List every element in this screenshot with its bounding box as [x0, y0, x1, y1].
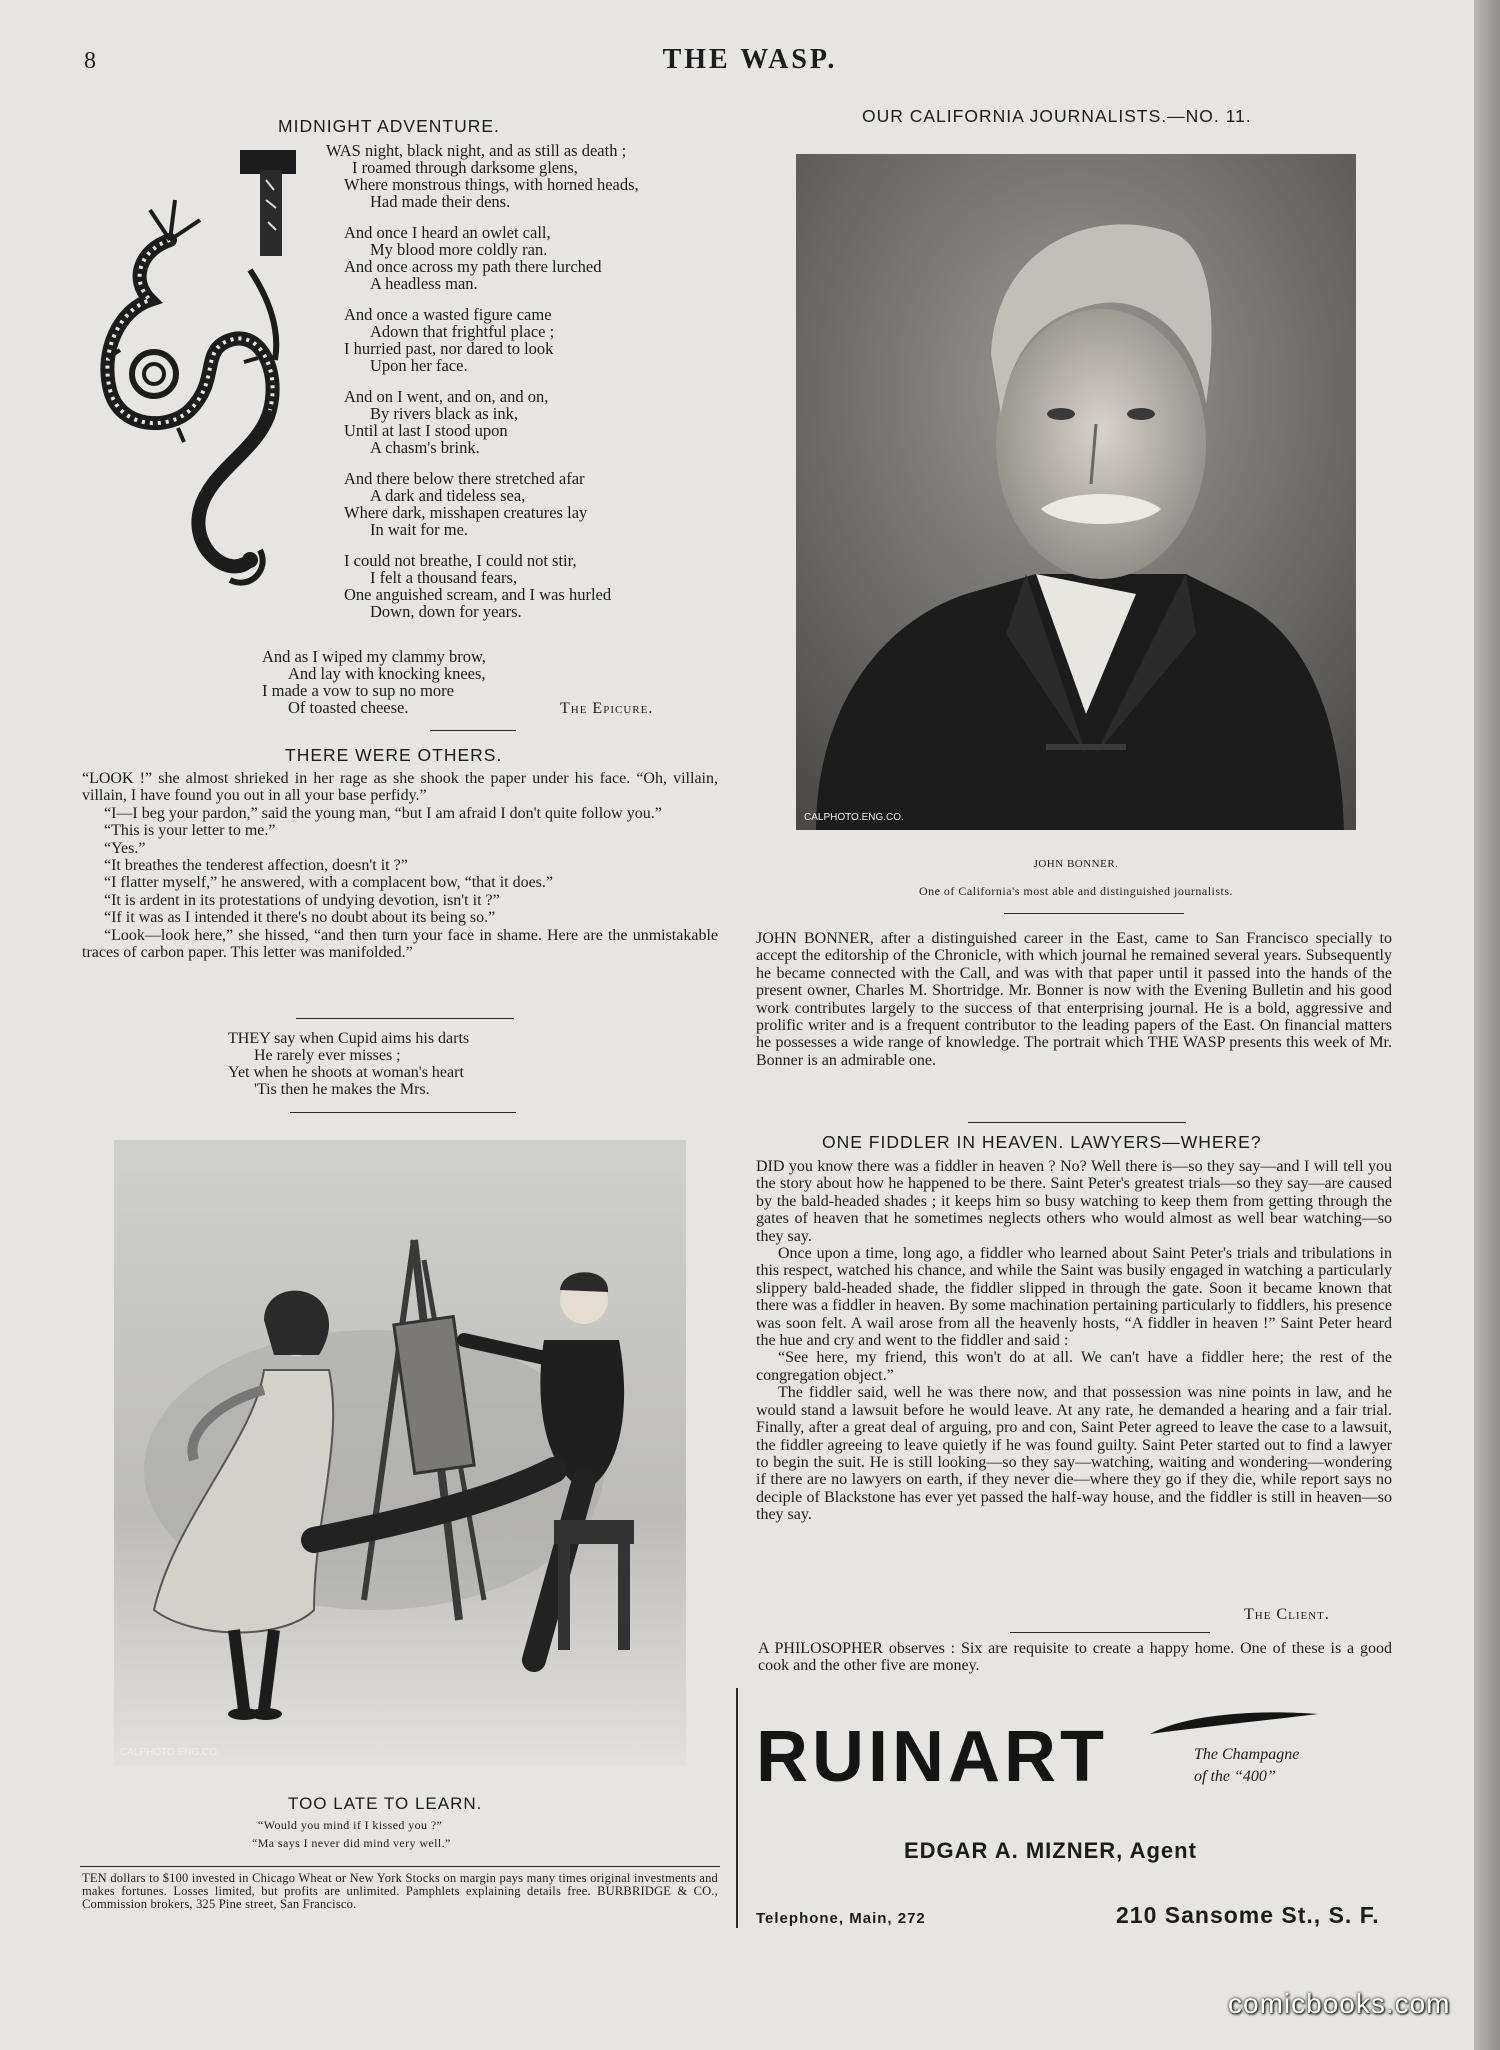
others-paragraph: “LOOK !” she almost shrieked in her rage as she shook the paper under his face. “Oh, villain, villain, I have found you out in all your base perfidy.”	[82, 770, 718, 805]
poem-signature: The Epicure.	[560, 700, 654, 717]
ruinart-tagline-1: The Champagne	[1194, 1746, 1300, 1763]
others-paragraph: “It breathes the tenderest affection, doesn't it ?”	[104, 857, 408, 875]
poem-line: A chasm's brink.	[370, 438, 480, 457]
section-divider	[80, 1866, 720, 1867]
poem-line: By rivers black as ink,	[370, 404, 519, 423]
poem-stanzas	[326, 142, 639, 634]
verse-line: 'Tis then he makes the Mrs.	[254, 1081, 430, 1098]
poem-line: I made a vow to sup no more	[262, 681, 454, 700]
cupid-verse	[228, 1030, 469, 1098]
poem-line: My blood more coldly ran.	[370, 240, 548, 259]
poem-line: And once I heard an owlet call,	[344, 223, 551, 242]
section-divider	[968, 1122, 1186, 1123]
fiddler-paragraph: DID you know there was a fiddler in heaven ? No? Well there is—so they say—and I will tell you the story about how he happened to be there. Saint Peter's greatest trials—so they say—are caused by the bald-headed shades ; it keeps him so busy watching to keep them from getting through the gates of heaven that he sometimes neglects others who would almost as well bear watching—so they say.	[756, 1158, 1392, 1245]
poem-line: Had made their dens.	[370, 192, 511, 211]
illustration-caption-line-1: “Would you mind if I kissed you ?”	[258, 1818, 443, 1832]
poem-line: Upon her face.	[370, 356, 468, 375]
painter-and-girl-illustration	[114, 1140, 686, 1766]
fiddler-story	[756, 1158, 1392, 1524]
fiddler-paragraph: “See here, my friend, this won't do at all. We can't have a fiddler here; the rest of the congregation object.”	[756, 1349, 1392, 1384]
poem-line: Where dark, misshapen creatures lay	[344, 503, 588, 522]
poem-stanza-5	[344, 470, 639, 538]
section-divider	[430, 730, 516, 731]
poem-line: A headless man.	[370, 274, 478, 293]
poem-line: In wait for me.	[370, 520, 469, 539]
portrait-caption-description: One of California's most able and distinguished journalists.	[918, 884, 1234, 898]
section-divider	[296, 1018, 514, 1019]
ruinart-brand: RUINART	[756, 1717, 1108, 1797]
ad-border	[736, 1688, 738, 1928]
others-paragraph: “This is your letter to me.”	[104, 822, 276, 840]
poem-line: Where monstrous things, with horned heads,	[344, 175, 639, 194]
verse-line: Yet when he shoots at woman's heart	[228, 1064, 464, 1081]
poem-title: MIDNIGHT ADVENTURE.	[278, 116, 500, 136]
verse-line: THEY say when Cupid aims his darts	[228, 1030, 470, 1047]
section-divider	[1010, 1632, 1210, 1633]
poem-line: I felt a thousand fears,	[370, 568, 518, 587]
brokers-advertisement: TEN dollars to $100 invested in Chicago Wheat or New York Stocks on margin pays many times original investments and makes fortunes. Losses limited, but profits are unlimited. Pamphlets explaining details free. BURBRIDGE & CO., Commission brokers, 325 Pine street, San Francisco.	[82, 1871, 718, 1912]
poem-line: I hurried past, nor dared to look	[344, 339, 554, 358]
others-paragraph: “Yes.”	[104, 839, 146, 857]
ruinart-telephone: Telephone, Main, 272	[756, 1910, 926, 1927]
poem-stanza-7	[262, 648, 486, 716]
poem-stanza-1	[326, 142, 639, 210]
dragon-initial-illustration	[80, 150, 300, 620]
fiddler-paragraph: Once upon a time, long ago, a fiddler who learned about Saint Peter's trials and tribulations in this respect, watched his chance, and while the Saint was busily engaged in watching a particularly slippery bald-headed shade, the fiddler slipped in through the gate. Soon it became known that there was a fiddler in heaven. By some machination pertaining particularly to fiddlers, his presence was soon felt. A wail arose from all the heavenly hosts, “A fiddler in heaven !” Saint Peter heard the hue and cry and went to the fiddler and said :	[756, 1245, 1392, 1350]
others-paragraph: “It is ardent in its protestations of undying devotion, isn't it ?”	[104, 891, 500, 909]
poem-stanza-6	[344, 552, 639, 620]
bonner-article: JOHN BONNER, after a distinguished career in the East, came to San Francisco specially to accept the editorship of the Chronicle, with which journal he remained several years. Subsequently he became connected with the Call, and was with that paper until it passed into the hands of the present owner, Charles M. Shortridge. Mr. Bonner is now with the Evening Bulletin and his good work contributes largely to the success of that enterprising journal. He is a bold, aggressive and prolific writer and is a frequent contributor to the leading papers of the East. On financial matters he possesses a wide range of knowledge. The portrait which THE WASP presents this week of Mr. Bonner is an admirable one.	[756, 930, 1392, 1069]
poem-line: Of toasted cheese.	[288, 698, 409, 717]
poem-line: And lay with knocking knees,	[288, 664, 486, 683]
poem-line: And on I went, and on, and on,	[344, 387, 549, 406]
poem-line: I could not breathe, I could not stir,	[344, 551, 577, 570]
poem-line: I roamed through darksome glens,	[352, 158, 578, 177]
binding-gutter	[1474, 0, 1500, 2050]
masthead: THE WASP.	[662, 44, 838, 75]
illustration-caption-line-2: “Ma says I never did mind very well.”	[252, 1836, 451, 1850]
portrait-caption-name: JOHN BONNER.	[1033, 858, 1119, 870]
poem-line: Adown that frightful place ;	[370, 322, 555, 341]
section-divider	[290, 1112, 516, 1113]
ruinart-address: 210 Sansome St., S. F.	[1116, 1902, 1380, 1928]
poem-line: And once a wasted figure came	[344, 305, 552, 324]
philosopher-note: A PHILOSOPHER observes : Six are requisite to create a happy home. One of these is a good cook and the other five are money.	[758, 1640, 1392, 1675]
poem-line: WAS night, black night, and as still as death ;	[326, 141, 627, 160]
page-number: 8	[84, 48, 96, 74]
others-paragraph: “I flatter myself,” he answered, with a complacent bow, “that it does.”	[104, 874, 554, 892]
others-story	[82, 770, 718, 961]
site-watermark: comicbooks.com	[1228, 1988, 1451, 2019]
poem-line: And there below there stretched afar	[344, 469, 585, 488]
section-divider	[1004, 913, 1184, 914]
poem-line: One anguished scream, and I was hurled	[344, 585, 612, 604]
poem-line: And as I wiped my clammy brow,	[262, 647, 486, 666]
poem-stanza-2	[344, 224, 639, 292]
poem-line: Down, down for years.	[370, 602, 522, 621]
others-paragraph: “Look—look here,” she hissed, “and then turn your face in shame. Here are the unmistakable traces of carbon paper. This letter was manifolded.”	[82, 926, 718, 962]
journalists-title: OUR CALIFORNIA JOURNALISTS.—NO. 11.	[862, 106, 1252, 126]
poem-line: And once across my path there lurched	[344, 257, 602, 276]
verse-line: He rarely ever misses ;	[254, 1047, 401, 1064]
fiddler-paragraph: The fiddler said, well he was there now, and that possession was nine points in law, and he would stand a lawsuit before he would leave. At any rate, he demanded a hearing and a fair trial. Finally, after a great deal of arguing, pro and con, Saint Peter agreed to leave the case to a lawsuit, the fiddler agreeing to leave quietly if he was found guilty. Saint Peter started out to find a lawyer to begin the suit. He is still looking—so they say—watching, waiting and wondering—wondering if there are no lawyers on earth, if they never die—where they go if they die, while report says no deciple of Blackstone has ever yet passed the half-way house, and the fiddler is still in heaven—so they say.	[756, 1384, 1392, 1524]
poem-stanza-3	[344, 306, 639, 374]
poem-stanza-4	[344, 388, 639, 456]
john-bonner-portrait	[796, 154, 1356, 830]
others-paragraph: “I—I beg your pardon,” said the young man, “but I am afraid I don't quite follow you.”	[104, 804, 662, 822]
fiddler-title: ONE FIDDLER IN HEAVEN. LAWYERS—WHERE?	[822, 1132, 1262, 1152]
illustration-title: TOO LATE TO LEARN.	[288, 1794, 483, 1813]
swash-ornament-icon	[1150, 1708, 1320, 1738]
others-title: THERE WERE OTHERS.	[285, 745, 503, 765]
poem-line: A dark and tideless sea,	[370, 486, 526, 505]
fiddler-signature: The Client.	[1244, 1606, 1330, 1623]
poem-line: Until at last I stood upon	[344, 421, 508, 440]
portrait-engraver-credit: CALPHOTO.ENG.CO.	[804, 812, 904, 823]
illustration-engraver-credit: CALPHOTO.ENG.CO.	[120, 1747, 220, 1758]
ruinart-tagline-2: of the “400”	[1194, 1768, 1276, 1785]
ruinart-agent: EDGAR A. MIZNER, Agent	[904, 1838, 1197, 1863]
others-paragraph: “If it was as I intended it there's no doubt about its being so.”	[104, 909, 496, 927]
